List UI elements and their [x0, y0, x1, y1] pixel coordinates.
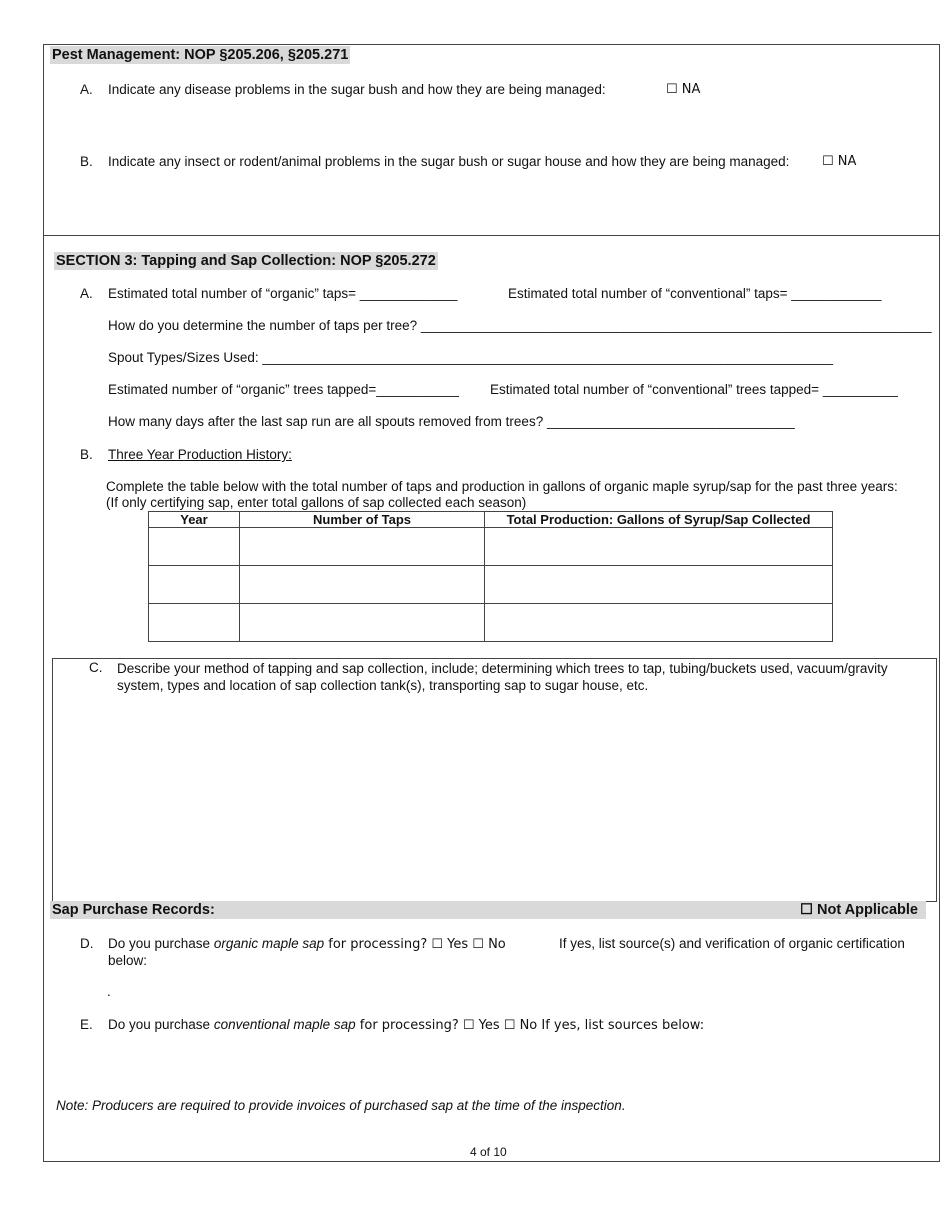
production-cell[interactable] — [485, 604, 833, 642]
taps-cell[interactable] — [240, 604, 485, 642]
conventional-sap-question-text: Do you purchase — [108, 1017, 214, 1032]
section3-header: SECTION 3: Tapping and Sap Collection: NOP §205.272 — [56, 253, 436, 269]
production-history-table — [148, 511, 833, 642]
organic-taps-field[interactable]: Estimated total number of “organic” taps= _____________ — [108, 286, 458, 301]
section-divider — [43, 235, 939, 236]
disease-na-checkbox[interactable]: ☐ NA — [666, 82, 701, 97]
organic-sap-answer[interactable]: . — [107, 984, 111, 999]
production-history-title: Three Year Production History: — [108, 447, 292, 462]
organic-trees-field[interactable]: Estimated number of “organic” trees tapped=___________ — [108, 382, 459, 397]
section3-a-label: A. — [80, 286, 93, 301]
insect-problems-question: Indicate any insect or rodent/animal problems in the sugar bush or sugar house and how they are being managed: — [108, 154, 790, 169]
organic-sap-yes-no[interactable]: for processing? ☐ Yes ☐ No — [324, 937, 506, 952]
organic-sap-question-text: Do you purchase — [108, 936, 214, 951]
column-header-total-production: Total Production: Gallons of Syrup/Sap Collected — [485, 512, 833, 528]
section3-b-label: B. — [80, 447, 93, 462]
tapping-method-question: Describe your method of tapping and sap collection, include; determining which trees to tap, tubing/buckets used, vacuum/gravity system, types and location of sap collection tank(s), transporting sap to sugar house, etc. — [117, 661, 888, 693]
pest-a-label: A. — [80, 82, 93, 97]
year-cell[interactable] — [149, 528, 240, 566]
production-instructions-sap: (If only certifying sap, enter total gallons of sap collected each season) — [106, 495, 527, 510]
taps-cell[interactable] — [240, 566, 485, 604]
sap-e-label: E. — [80, 1017, 93, 1032]
spout-types-field[interactable]: Spout Types/Sizes Used: ____________________________________________________________________________ — [108, 350, 833, 365]
conventional-sap-question — [108, 1017, 704, 1033]
production-cell[interactable] — [485, 566, 833, 604]
conventional-sap-yes-no[interactable]: for processing? ☐ Yes ☐ No If yes, list sources below: — [355, 1018, 705, 1033]
year-cell[interactable] — [149, 604, 240, 642]
sap-d-label: D. — [80, 936, 94, 951]
organic-sap-question — [108, 936, 506, 952]
column-header-number-of-taps: Number of Taps — [240, 512, 485, 528]
taps-per-tree-field[interactable]: How do you determine the number of taps per tree? ____________________________________________________________________ — [108, 318, 932, 333]
column-header-year: Year — [149, 512, 240, 528]
sap-purchase-header: Sap Purchase Records: — [52, 902, 215, 918]
table-row — [149, 528, 833, 566]
invoice-note: Note: Producers are required to provide invoices of purchased sap at the time of the inspection. — [56, 1098, 626, 1113]
conventional-taps-field[interactable]: Estimated total number of “conventional” taps= ____________ — [508, 286, 882, 301]
disease-problems-question: Indicate any disease problems in the sugar bush and how they are being managed: — [108, 82, 606, 97]
taps-cell[interactable] — [240, 528, 485, 566]
not-applicable-checkbox[interactable]: ☐ Not Applicable — [800, 902, 918, 918]
pest-management-header: Pest Management: NOP §205.206, §205.271 — [52, 47, 349, 63]
table-row — [149, 604, 833, 642]
organic-sap-emphasis: organic maple sap — [213, 936, 325, 951]
page-number: 4 of 10 — [470, 1145, 507, 1159]
organic-sap-if-yes: If yes, list source(s) and verification of organic certification — [559, 936, 905, 951]
year-cell[interactable] — [149, 566, 240, 604]
tapping-method-box[interactable] — [52, 658, 937, 902]
spouts-removed-field[interactable]: How many days after the last sap run are all spouts removed from trees? _________________________________ — [108, 414, 795, 429]
conventional-sap-emphasis: conventional maple sap — [213, 1017, 356, 1032]
section3-c-label: C. — [89, 660, 103, 675]
pest-b-label: B. — [80, 154, 93, 169]
insect-na-checkbox[interactable]: ☐ NA — [822, 154, 857, 169]
conventional-trees-field[interactable]: Estimated total number of “conventional” trees tapped= __________ — [490, 382, 898, 397]
production-cell[interactable] — [485, 528, 833, 566]
organic-sap-below: below: — [108, 953, 148, 968]
production-instructions: Complete the table below with the total number of taps and production in gallons of organic maple syrup/sap for the past three years: — [106, 479, 898, 494]
table-header-row — [149, 512, 833, 528]
table-row — [149, 566, 833, 604]
